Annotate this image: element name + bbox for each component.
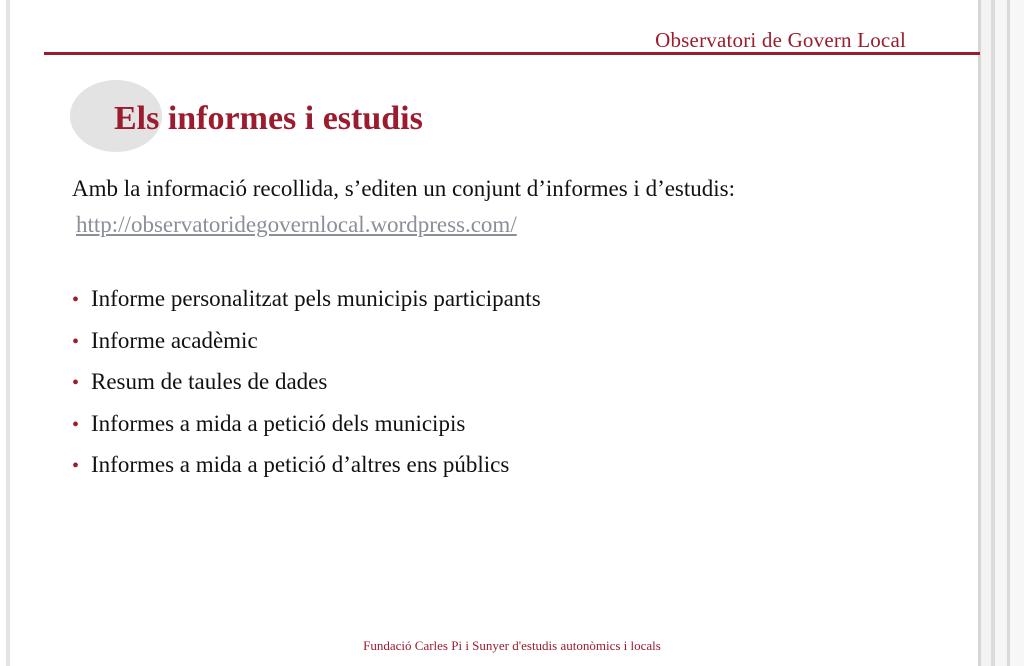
slide-title: Els informes i estudis — [114, 100, 423, 137]
list-item-text: Informe personalitzat pels municipis participants — [91, 286, 541, 311]
footer-text: Fundació Carles Pi i Sunyer d'estudis autonòmics i locals — [363, 638, 661, 653]
list-item — [72, 328, 541, 370]
bullet-icon: • — [72, 455, 80, 477]
bullet-icon: • — [72, 289, 80, 311]
list-item — [72, 452, 541, 494]
list-item-text: Informe acadèmic — [91, 327, 258, 353]
right-bar — [995, 0, 1007, 666]
left-border-line — [6, 0, 10, 666]
website-link[interactable]: http://observatoridegovernlocal.wordpress.com/ — [76, 212, 517, 237]
list-item-text: Informes a mida a petició d’altres ens públics — [91, 452, 510, 477]
list-item-text: Resum de taules de dades — [91, 369, 328, 394]
bullet-icon: • — [72, 372, 80, 394]
right-bar — [1010, 0, 1024, 666]
right-bar — [981, 0, 991, 666]
intro-text: Amb la informació recollida, s’editen un conjunt d’informes i d’estudis: — [72, 176, 736, 201]
header-org-name: Observatori de Govern Local — [655, 28, 906, 52]
list-item — [72, 411, 541, 453]
bullet-icon: • — [72, 330, 80, 353]
bullet-icon: • — [72, 413, 80, 436]
right-decorative-bars — [976, 0, 1024, 666]
list-item — [72, 369, 541, 411]
list-item — [72, 286, 541, 328]
header-rule — [44, 52, 980, 55]
report-list — [72, 286, 541, 494]
list-item-text: Informes a mida a petició dels municipis — [91, 410, 466, 436]
